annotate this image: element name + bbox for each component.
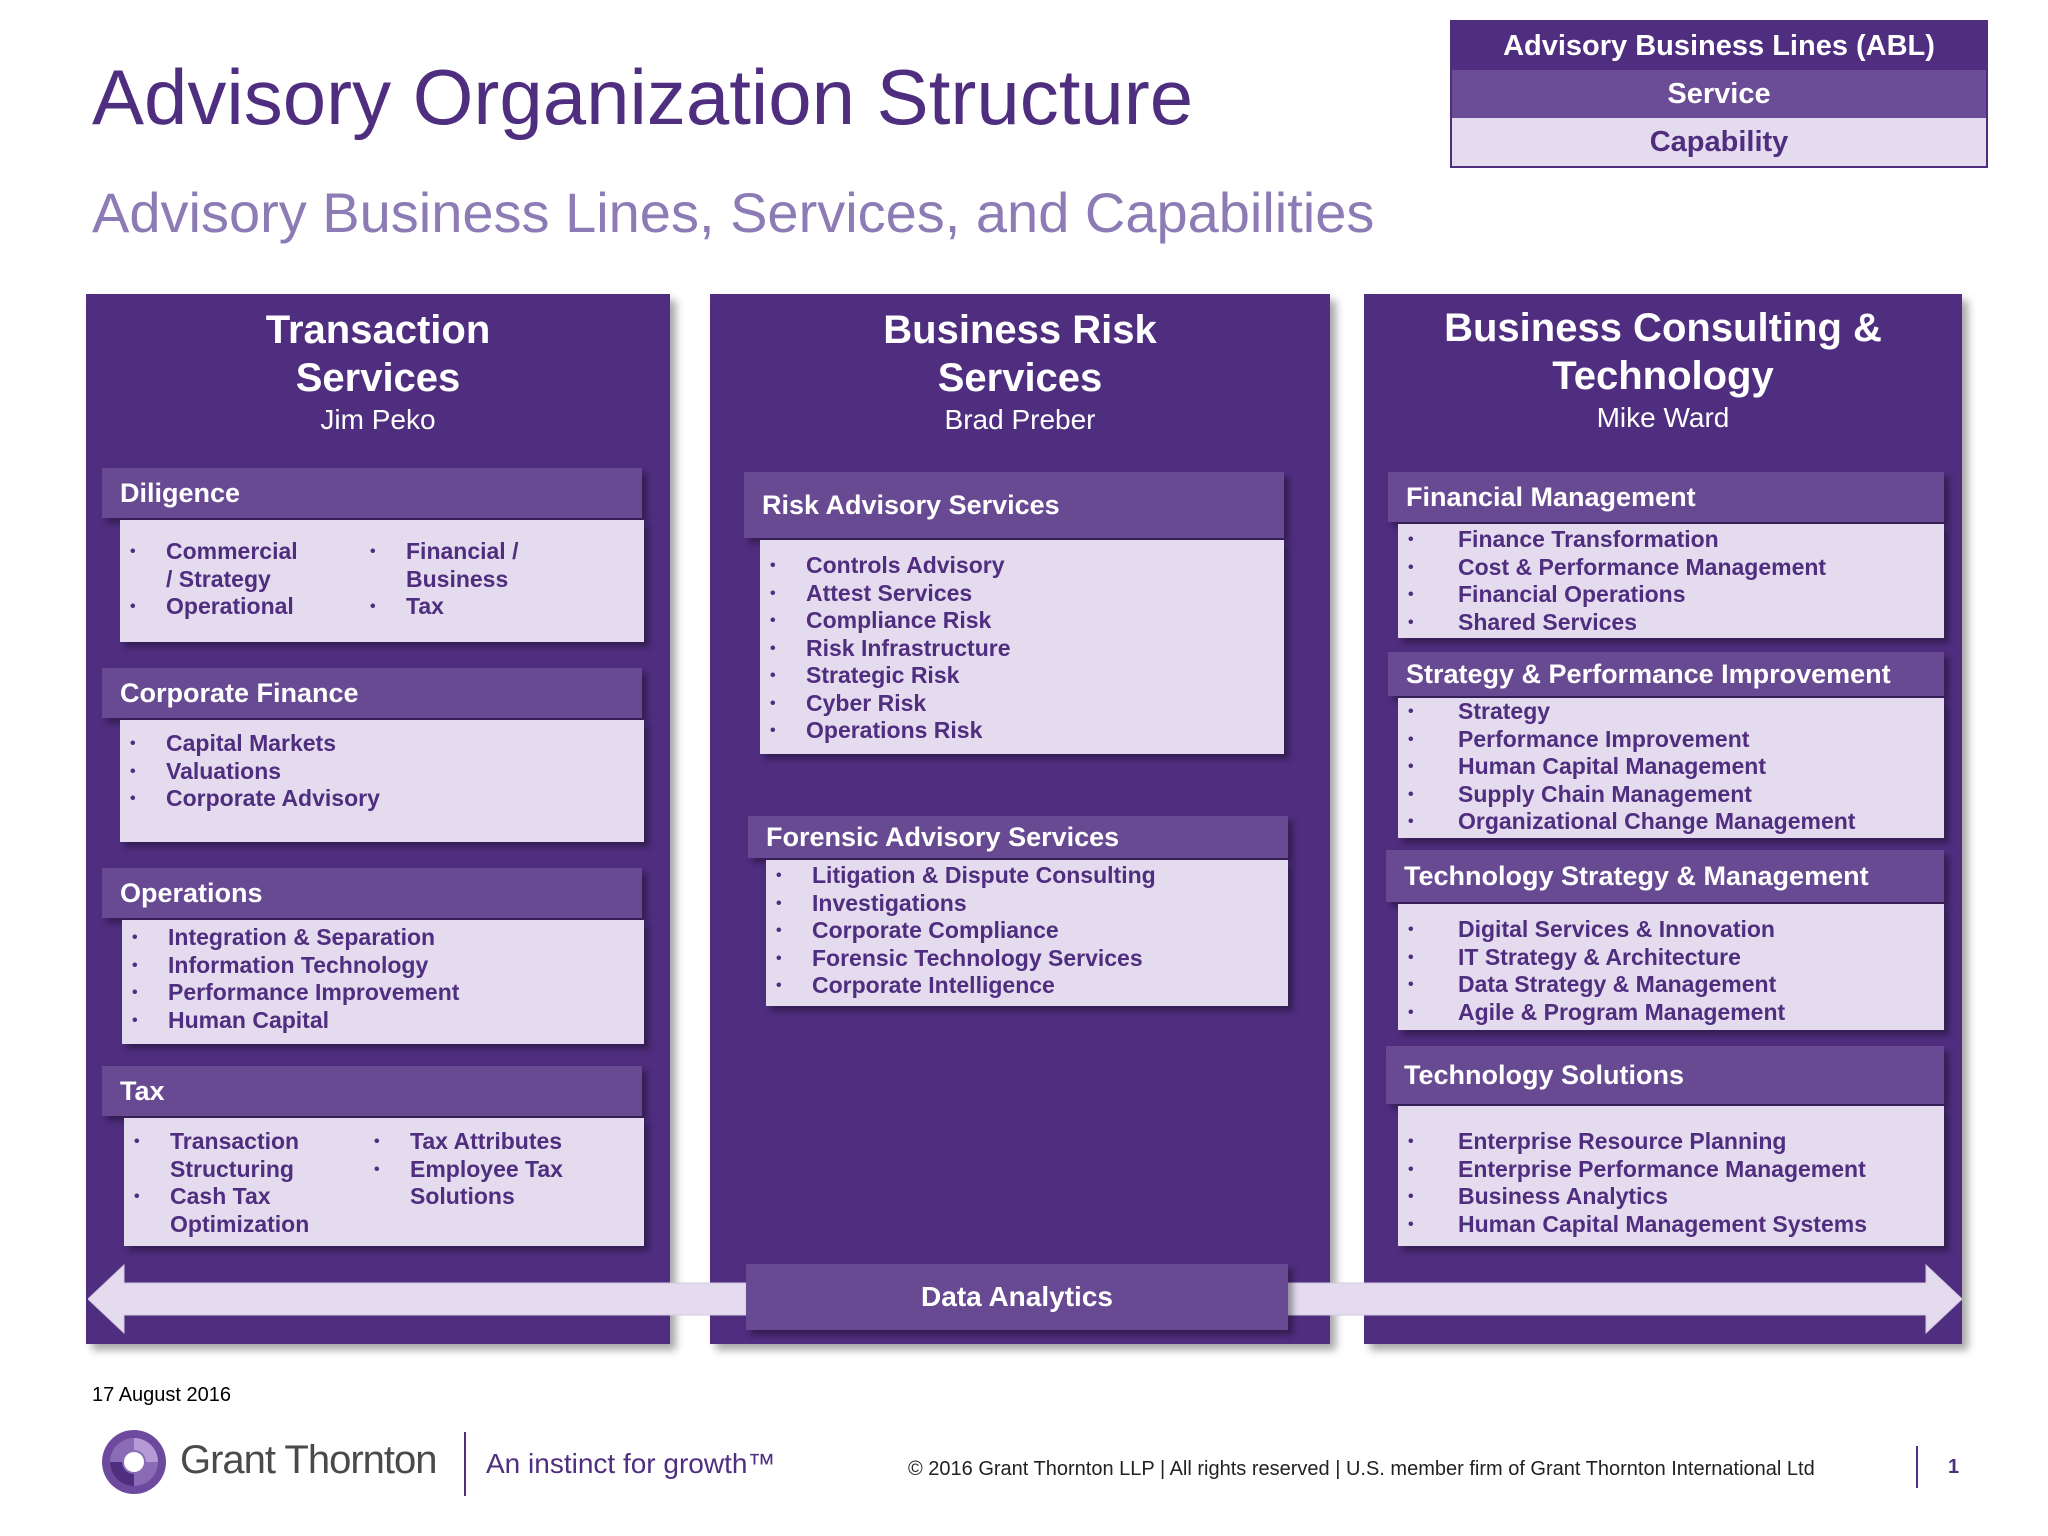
service-technology-solutions — [1386, 1046, 1944, 1104]
capabilities-technology-strategy — [1398, 904, 1944, 1030]
capability-list — [760, 552, 1284, 745]
service-label: Technology Solutions — [1404, 1059, 1684, 1090]
capability-item: • Investigations — [766, 890, 1288, 918]
page-divider — [1916, 1446, 1918, 1488]
abl-title-line2: Technology — [1552, 354, 1774, 398]
service-label: Diligence — [120, 477, 241, 508]
capability-item: • Litigation & Dispute Consulting — [766, 862, 1288, 890]
abl-lead: Mike Ward — [1596, 402, 1730, 433]
capabilities-financial-management — [1398, 524, 1944, 638]
capability-item: • Cash Tax Optimization — [124, 1183, 294, 1238]
service-label: Strategy & Performance Improvement — [1406, 658, 1891, 689]
capabilities-technology-solutions — [1398, 1106, 1944, 1246]
capability-item: • Agile & Program Management — [1398, 999, 1944, 1027]
capability-item: • Shared Services — [1398, 609, 1944, 637]
service-tax — [102, 1066, 642, 1116]
capability-list — [364, 1128, 604, 1238]
capability-list — [1398, 526, 1944, 636]
service-corporate-finance — [102, 668, 642, 718]
footer-copyright: © 2016 Grant Thornton LLP | All rights reserved | U.S. member firm of Grant Thornton International Ltd — [908, 1458, 1815, 1480]
capability-item: • Corporate Compliance — [766, 917, 1288, 945]
service-label: Operations — [120, 877, 263, 908]
service-risk-advisory — [744, 472, 1284, 538]
capability-item: • Enterprise Performance Management — [1398, 1156, 1944, 1184]
capability-item: • Finance Transformation — [1398, 526, 1944, 554]
capability-list — [1398, 916, 1944, 1026]
page-title: Advisory Organization Structure — [92, 53, 1194, 141]
logo-name: Grant Thornton — [180, 1438, 437, 1482]
logo-swirl-icon — [100, 1428, 168, 1496]
capability-item: • Attest Services — [760, 580, 1284, 608]
capabilities-forensic-advisory — [766, 860, 1288, 1006]
capability-item: • Financial / Business — [360, 538, 530, 593]
capability-item: • Data Strategy & Management — [1398, 971, 1944, 999]
footer-date: 17 August 2016 — [92, 1384, 232, 1406]
service-label: Risk Advisory Services — [762, 489, 1060, 520]
capabilities-corporate-finance — [120, 720, 644, 842]
service-label: Technology Strategy & Management — [1404, 860, 1869, 891]
abl-title-line2: Services — [937, 356, 1103, 400]
capability-item: • Operational — [120, 593, 360, 621]
capability-item: • Performance Improvement — [122, 979, 644, 1007]
capability-item: • Employee Tax Solutions — [364, 1156, 564, 1211]
service-label: Forensic Advisory Services — [766, 821, 1120, 852]
capability-list — [766, 862, 1288, 1000]
capability-item: • Cyber Risk — [760, 690, 1284, 718]
capability-item: • Compliance Risk — [760, 607, 1284, 635]
capability-item: • Organizational Change Management — [1398, 808, 1944, 836]
capability-item: • Supply Chain Management — [1398, 781, 1944, 809]
abl-lead: Jim Peko — [320, 404, 436, 435]
capability-item: • Risk Infrastructure — [760, 635, 1284, 663]
capability-list — [1398, 698, 1944, 836]
abl-business-risk-services — [710, 294, 1330, 1344]
capability-item: • Operations Risk — [760, 717, 1284, 745]
capability-item: • Transaction Structuring — [124, 1128, 314, 1183]
abl-title-line1: Business Risk — [883, 308, 1157, 352]
service-technology-strategy — [1386, 850, 1944, 902]
capabilities-diligence — [120, 520, 644, 642]
capability-list — [124, 1128, 364, 1238]
capability-item: • Financial Operations — [1398, 581, 1944, 609]
abl-transaction-services — [86, 294, 670, 1344]
capability-item: • Enterprise Resource Planning — [1398, 1128, 1944, 1156]
capability-item: • Corporate Advisory — [120, 785, 644, 813]
abl-lead: Brad Preber — [944, 404, 1096, 435]
capability-list — [120, 730, 644, 813]
capabilities-risk-advisory — [760, 540, 1284, 754]
abl-header — [710, 306, 1330, 438]
capability-item: • Controls Advisory — [760, 552, 1284, 580]
capability-list — [120, 538, 360, 621]
abl-header — [1364, 304, 1962, 436]
capability-item: • Human Capital Management Systems — [1398, 1211, 1944, 1239]
service-label: Corporate Finance — [120, 677, 359, 708]
abl-header — [86, 306, 670, 438]
service-label: Financial Management — [1406, 481, 1696, 512]
abl-business-consulting-technology — [1364, 294, 1962, 1344]
capability-item: • Valuations — [120, 758, 644, 786]
capability-list — [122, 924, 644, 1034]
capability-item: • Commercial / Strategy — [120, 538, 310, 593]
capability-item: • Human Capital — [122, 1007, 644, 1035]
logo-divider — [464, 1432, 466, 1496]
page-number: 1 — [1948, 1456, 1960, 1478]
service-strategy-performance — [1388, 652, 1944, 696]
capability-item: • Human Capital Management — [1398, 753, 1944, 781]
legend-abl: Advisory Business Lines (ABL) — [1452, 22, 1986, 70]
abl-title-line1: Business Consulting & — [1444, 306, 1882, 350]
capability-item: • Information Technology — [122, 952, 644, 980]
capability-item: • Strategy — [1398, 698, 1944, 726]
capability-item: • Cost & Performance Management — [1398, 554, 1944, 582]
logo-tagline: An instinct for growth™ — [486, 1448, 776, 1479]
legend-capability: Capability — [1452, 118, 1986, 166]
capability-list — [360, 538, 600, 621]
capability-item: • Integration & Separation — [122, 924, 644, 952]
capability-item: • Performance Improvement — [1398, 726, 1944, 754]
service-diligence — [102, 468, 642, 518]
service-financial-management — [1388, 472, 1944, 522]
capabilities-operations — [122, 920, 644, 1044]
capability-item: • Corporate Intelligence — [766, 972, 1288, 1000]
service-forensic-advisory — [748, 816, 1288, 858]
capabilities-strategy-performance — [1398, 698, 1944, 838]
page-subtitle: Advisory Business Lines, Services, and Capabilities — [92, 181, 1375, 244]
abl-title-line2: Services — [295, 356, 461, 400]
capability-item: • Tax — [360, 593, 600, 621]
capability-item: • Capital Markets — [120, 730, 644, 758]
grant-thornton-logo — [100, 1424, 780, 1502]
service-operations — [102, 868, 642, 918]
data-analytics-box: Data Analytics — [746, 1264, 1288, 1330]
capability-item: • Tax Attributes — [364, 1128, 604, 1156]
capability-item: • Strategic Risk — [760, 662, 1284, 690]
abl-title-line1: Transaction — [265, 308, 491, 352]
legend-service: Service — [1452, 70, 1986, 118]
capability-list — [1398, 1128, 1944, 1238]
capability-item: • Digital Services & Innovation — [1398, 916, 1944, 944]
service-label: Tax — [120, 1075, 165, 1106]
capability-item: • Business Analytics — [1398, 1183, 1944, 1211]
legend — [1450, 20, 1988, 168]
capabilities-tax — [124, 1118, 644, 1246]
capability-item: • IT Strategy & Architecture — [1398, 944, 1944, 972]
capability-item: • Forensic Technology Services — [766, 945, 1288, 973]
